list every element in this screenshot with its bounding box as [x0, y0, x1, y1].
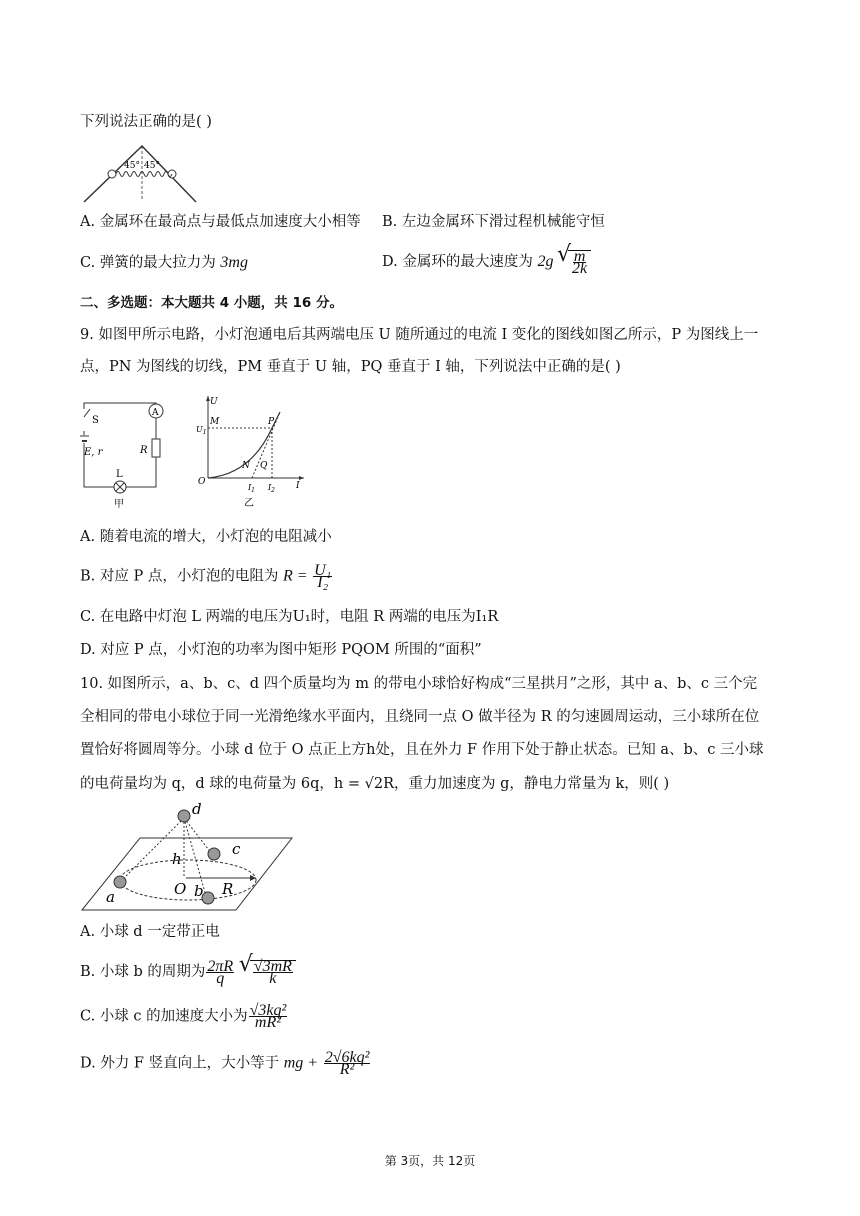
center-o-label: O	[174, 880, 187, 898]
caption-jia: 甲	[114, 499, 124, 510]
emf-label: E, r	[84, 447, 103, 458]
angle-left-label: 45°	[124, 161, 140, 171]
ball-b-label: b	[194, 882, 204, 900]
q9-option-a: A. 随着电流的增大，小灯泡的电阻减小	[80, 529, 332, 545]
q8-option-d: D. 金属环的最大速度为 2g √ $\frac{m}{2k}$	[382, 250, 591, 274]
ball-c-label: c	[232, 840, 241, 858]
i2-label: $I_2$	[268, 483, 275, 494]
switch-label: S	[92, 415, 99, 426]
q10-option-a: A. 小球 d 一定带正电	[80, 924, 220, 940]
point-q-label: Q	[260, 461, 268, 471]
section-header: 二、多选题：本大题共 4 小题，共 16 分。	[80, 295, 343, 311]
ball-a-label: a	[106, 888, 115, 906]
q10-stem-line3: 置恰好将圆周等分。小球 d 位于 O 点正上方h处，且在外力 F 作用下处于静止状态。已知 a、b、c 三小球	[80, 742, 764, 758]
q9-circuit-figure	[80, 395, 180, 510]
q9-option-c: C. 在电路中灯泡 L 两端的电压为U₁时，电阻 R 两端的电压为I₁R	[80, 609, 499, 625]
q10-three-stars-figure	[80, 802, 296, 914]
ammeter-label: A	[152, 408, 159, 418]
q9-ui-graph	[196, 392, 308, 510]
origin-label: O	[198, 477, 206, 487]
q8-option-c: C. 弹簧的最大拉力为 3mg	[80, 254, 248, 271]
page-footer: 第 3页，共 12页	[384, 1154, 476, 1168]
axis-u-label: U	[210, 397, 218, 407]
radius-r-label: R	[222, 880, 234, 898]
point-n-label: N	[242, 461, 250, 471]
q9-stem-line2: 点，PN 为图线的切线，PM 垂直于 U 轴，PQ 垂直于 I 轴，下列说法中正确的是( )	[80, 359, 621, 375]
q8-option-a: A. 金属环在最高点与最低点加速度大小相等	[80, 214, 361, 230]
axis-i-label: I	[296, 481, 300, 491]
point-p-label: P	[268, 417, 275, 427]
q9-stem-line1: 9. 如图甲所示电路，小灯泡通电后其两端电压 U 随所通过的电流 I 变化的图线如图乙所示，P 为图线上一	[80, 327, 759, 343]
q10-stem-line1: 10. 如图所示，a、b、c、d 四个质量均为 m 的带电小球恰好构成“三星拱月”之形，其中 a、b、c 三个完	[80, 676, 758, 692]
i1-label: $I_1$	[248, 483, 255, 494]
q10-option-c: C. 小球 c 的加速度大小为 $\frac{\text{√3kq²}}{\text{mR²}}$	[80, 1002, 287, 1031]
q10-option-b: B. 小球 b 的周期为 $\frac{2\pi R}{q}$ √ $\frac{√3mR}{k}$	[80, 960, 296, 984]
point-m-label: M	[210, 417, 220, 427]
height-h-label: h	[172, 850, 182, 868]
ball-d-label: d	[192, 802, 202, 818]
q8-option-b: B. 左边金属环下滑过程机械能守恒	[382, 214, 605, 230]
q9-option-d: D. 对应 P 点，小灯泡的功率为图中矩形 PQOM 所围的“面积”	[80, 642, 482, 658]
q10-option-d: D. 外力 F 竖直向上，大小等于 mg + $\frac{\text{2√6kq²}}{\text{R²}}$	[80, 1049, 370, 1078]
lamp-label: L	[116, 469, 123, 480]
angle-right-label: 45°	[144, 161, 160, 171]
q8-spring-figure	[80, 140, 200, 206]
q8-question-tail: 下列说法正确的是( )	[80, 114, 212, 130]
caption-yi: 乙	[244, 498, 254, 509]
q10-stem-line4: 的电荷量均为 q，d 球的电荷量为 6q，h = √2R，重力加速度为 g，静电力常量为 k，则( )	[80, 776, 670, 792]
q9-option-b: B. 对应 P 点，小灯泡的电阻为 R = $\frac{\text{U₁}}{\text{I₂}}$	[80, 562, 332, 591]
q10-stem-line2: 全相同的带电小球位于同一光滑绝缘水平面内，且绕同一点 O 做半径为 R 的匀速圆周运动，三小球所在位	[80, 709, 760, 725]
u1-label: $U_1$	[196, 425, 207, 436]
resistor-label: R	[140, 445, 148, 456]
